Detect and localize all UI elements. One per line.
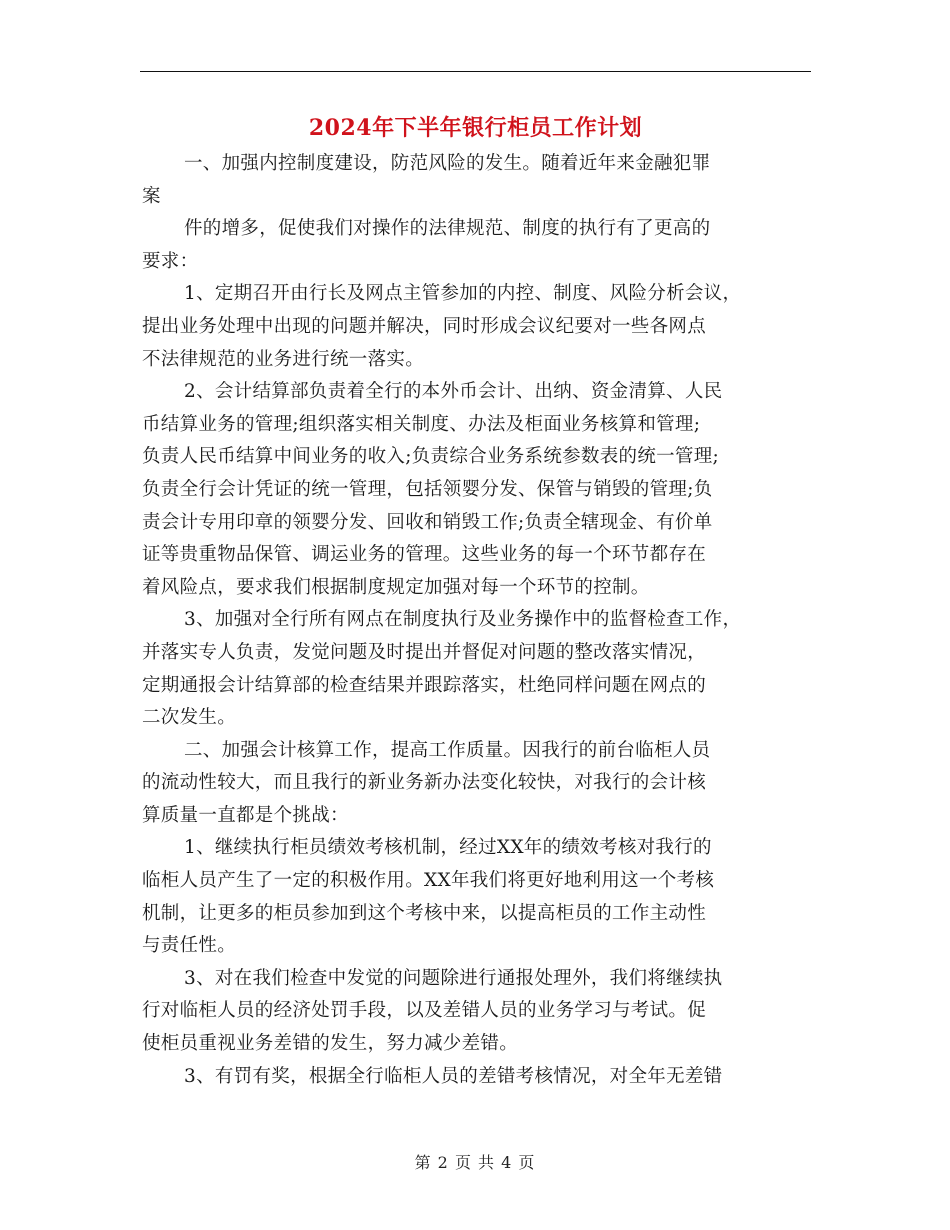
item-1-1 <box>142 278 822 376</box>
text-line: 3、加强对全行所有网点在制度执行及业务操作中的监督检查工作， <box>184 609 742 631</box>
header-rule <box>140 71 811 72</box>
text-line: 案 <box>142 185 161 207</box>
text-line: 2、会计结算部负责着全行的本外币会计、出纳、资金清算、人民 <box>184 381 723 403</box>
section-1-intro <box>142 148 822 278</box>
text-line: 使柜员重视业务差错的发生，努力减少差错。 <box>142 1033 519 1055</box>
text-line: 责会计专用印章的领婴分发、回收和销毁工作;负责全辖现金、有价单 <box>142 511 713 533</box>
text-line: 与责任性。 <box>142 935 237 957</box>
text-line: 负责全行会计凭证的统一管理，包括领婴分发、保管与销毁的管理;负 <box>142 478 713 500</box>
text-line: 二、加强会计核算工作，提高工作质量。因我行的前台临柜人员 <box>184 739 711 761</box>
text-line: 行对临柜人员的经济处罚手段，以及差错人员的业务学习与考试。促 <box>142 1000 707 1022</box>
item-1-3 <box>142 604 822 734</box>
item-1-2 <box>142 376 822 604</box>
text-line: 临柜人员产生了一定的积极作用。XX年我们将更好地利用这一个考核 <box>142 870 715 892</box>
page-footer: 第 2 页 共 4 页 <box>414 1153 536 1172</box>
text-line: 1、继续执行柜员绩效考核机制，经过XX年的绩效考核对我行的 <box>184 837 712 859</box>
text-line: 二次发生。 <box>142 707 237 729</box>
text-line: 不法律规范的业务进行统一落实。 <box>142 348 425 370</box>
text-line: 3、有罚有奖，根据全行临柜人员的差错考核情况，对全年无差错 <box>184 1065 723 1087</box>
text-line: 1、定期召开由行长及网点主管参加的内控、制度、风险分析会议， <box>184 283 742 305</box>
item-2-3b <box>142 1061 822 1094</box>
text-line: 币结算业务的管理;组织落实相关制度、办法及柜面业务核算和管理; <box>142 413 701 435</box>
text-line: 机制，让更多的柜员参加到这个考核中来，以提高柜员的工作主动性 <box>142 902 707 924</box>
document-body <box>142 148 822 1093</box>
text-line: 证等贵重物品保管、调运业务的管理。这些业务的每一个环节都存在 <box>142 544 707 566</box>
text-line: 算质量一直都是个挑战： <box>142 804 349 826</box>
text-line: 一、加强内控制度建设，防范风险的发生。随着近年来金融犯罪 <box>184 153 711 174</box>
text-line: 件的增多，促使我们对操作的法律规范、制度的执行有了更高的 <box>184 218 711 240</box>
text-line: 要求： <box>142 250 199 272</box>
item-2-1 <box>142 832 822 962</box>
text-line: 的流动性较大，而且我行的新业务新办法变化较快，对我行的会计核 <box>142 772 707 794</box>
text-line: 着风险点，要求我们根据制度规定加强对每一个环节的控制。 <box>142 576 650 598</box>
document-title: 2024年下半年银行柜员工作计划 <box>308 115 643 141</box>
text-line: 并落实专人负责，发觉问题及时提出并督促对问题的整改落实情况， <box>142 641 707 663</box>
text-line: 负责人民币结算中间业务的收入;负责综合业务系统参数表的统一管理; <box>142 446 720 468</box>
item-2-3a <box>142 963 822 1061</box>
text-line: 提出业务处理中出现的问题并解决，同时形成会议纪要对一些各网点 <box>142 315 707 337</box>
text-line: 定期通报会计结算部的检查结果并跟踪落实，杜绝同样问题在网点的 <box>142 674 707 696</box>
section-2-intro <box>142 735 822 833</box>
text-line: 3、对在我们检查中发觉的问题除进行通报处理外，我们将继续执 <box>184 967 723 989</box>
